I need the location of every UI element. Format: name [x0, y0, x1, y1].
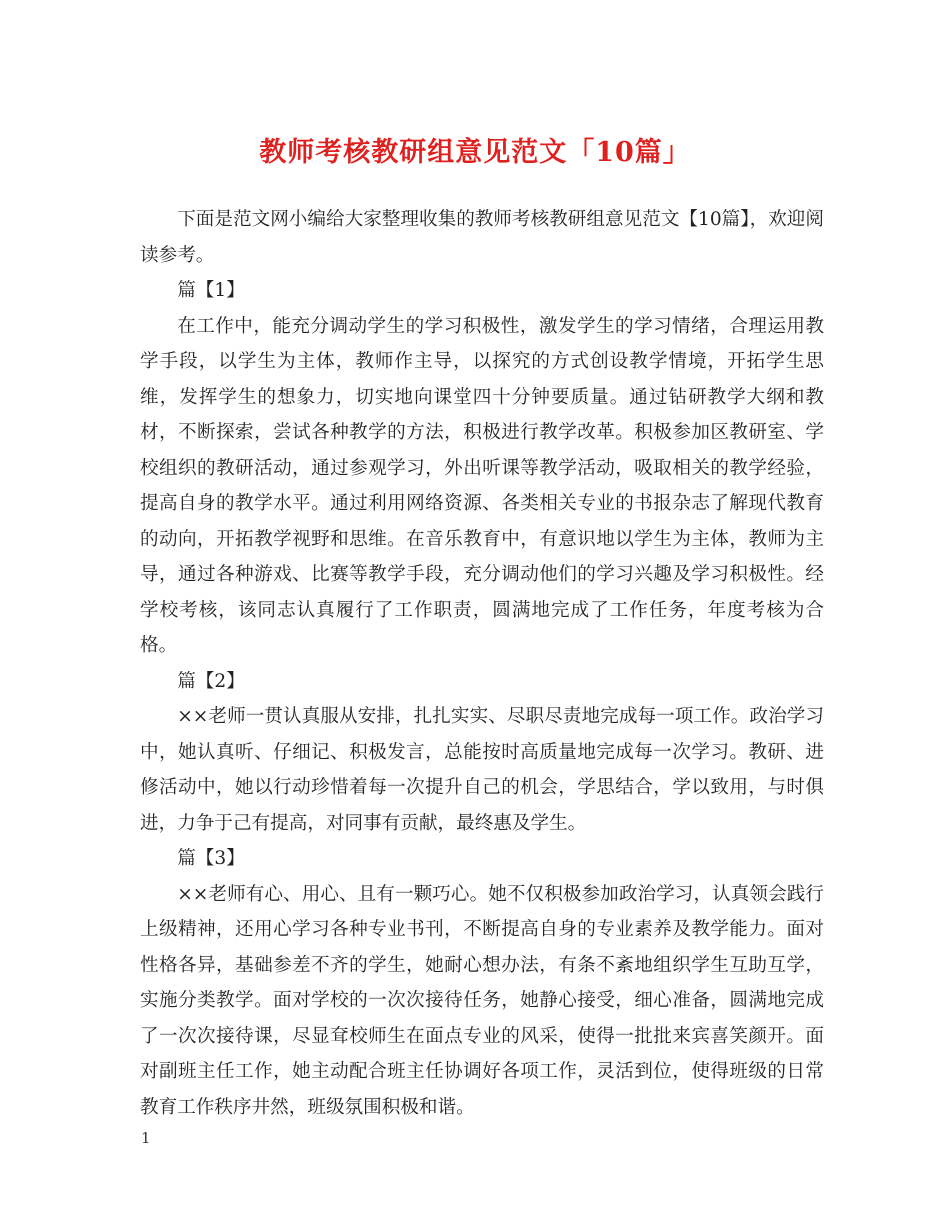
section-label-3: 篇【3】	[177, 848, 245, 869]
document-title: 教师考核教研组意见范文「10篇」	[259, 137, 691, 168]
section-label-2: 篇【2】	[177, 670, 245, 692]
section-paragraph-3: ××老师有心、用心、且有一颗巧心。她不仅积极参加政治学习，认真领会践行上级精神，还用心学习各种专业书刊，不断提高自身的专业素养及教学能力。面对性格各异，基础参差不齐的学生，她耐心想办法，有条不紊地组织学生互助互学，实施分类教学。面对学校的一次次接待任务，她静心接受，细心准备，圆满地完成了一次次接待课，尽显耷校师生在面点专业的风采，使得一批批来宾喜笑颜开。面对副班主任工作，她主动配合班主任协调好各项工作，灵活到位，使得班级的日常教育工作秩序井然，班级氛围积极和谐。	[140, 883, 824, 1118]
intro-paragraph: 下面是范文网小编给大家整理收集的教师考核教研组意见范文【10篇】，欢迎阅读参考。	[140, 209, 824, 266]
section-label-1: 篇【1】	[177, 280, 245, 301]
section-paragraph-2: ××老师一贯认真服从安排，扎扎实实、尽职尽责地完成每一项工作。政治学习中，她认真听、仔细记、积极发言，总能按时高质量地完成每一次学习。教研、进修活动中，她以行动珍惜着每一次提升自己的机会，学思结合，学以致用，与时俱进，力争于己有提高，对同事有贡献，最终惠及学生。	[140, 706, 824, 834]
page-number: 1	[141, 1129, 151, 1147]
document-body	[140, 202, 824, 1125]
section-paragraph-1: 在工作中，能充分调动学生的学习积极性，激发学生的学习情绪，合理运用教学手段，以学生为主体，教师作主导，以探究的方式创设教学情境，开拓学生思维，发挥学生的想象力，切实地向课堂四十分钟要质量。通过钻研教学大纲和教材，不断探索，尝试各种教学的方法，积极进行教学改革。积极参加区教研室、学校组织的教研活动，通过参观学习，外出听课等教学活动，吸取相关的教学经验，提高自身的教学水平。通过利用网络资源、各类相关专业的书报杂志了解现代教育的动向，开拓教学视野和思维。在音乐教育中，有意识地以学生为主体，教师为主导，通过各种游戏、比赛等教学手段，充分调动他们的学习兴趣及学习积极性。经学校考核，该同志认真履行了工作职责，圆满地完成了工作任务，年度考核为合格。	[140, 315, 824, 656]
